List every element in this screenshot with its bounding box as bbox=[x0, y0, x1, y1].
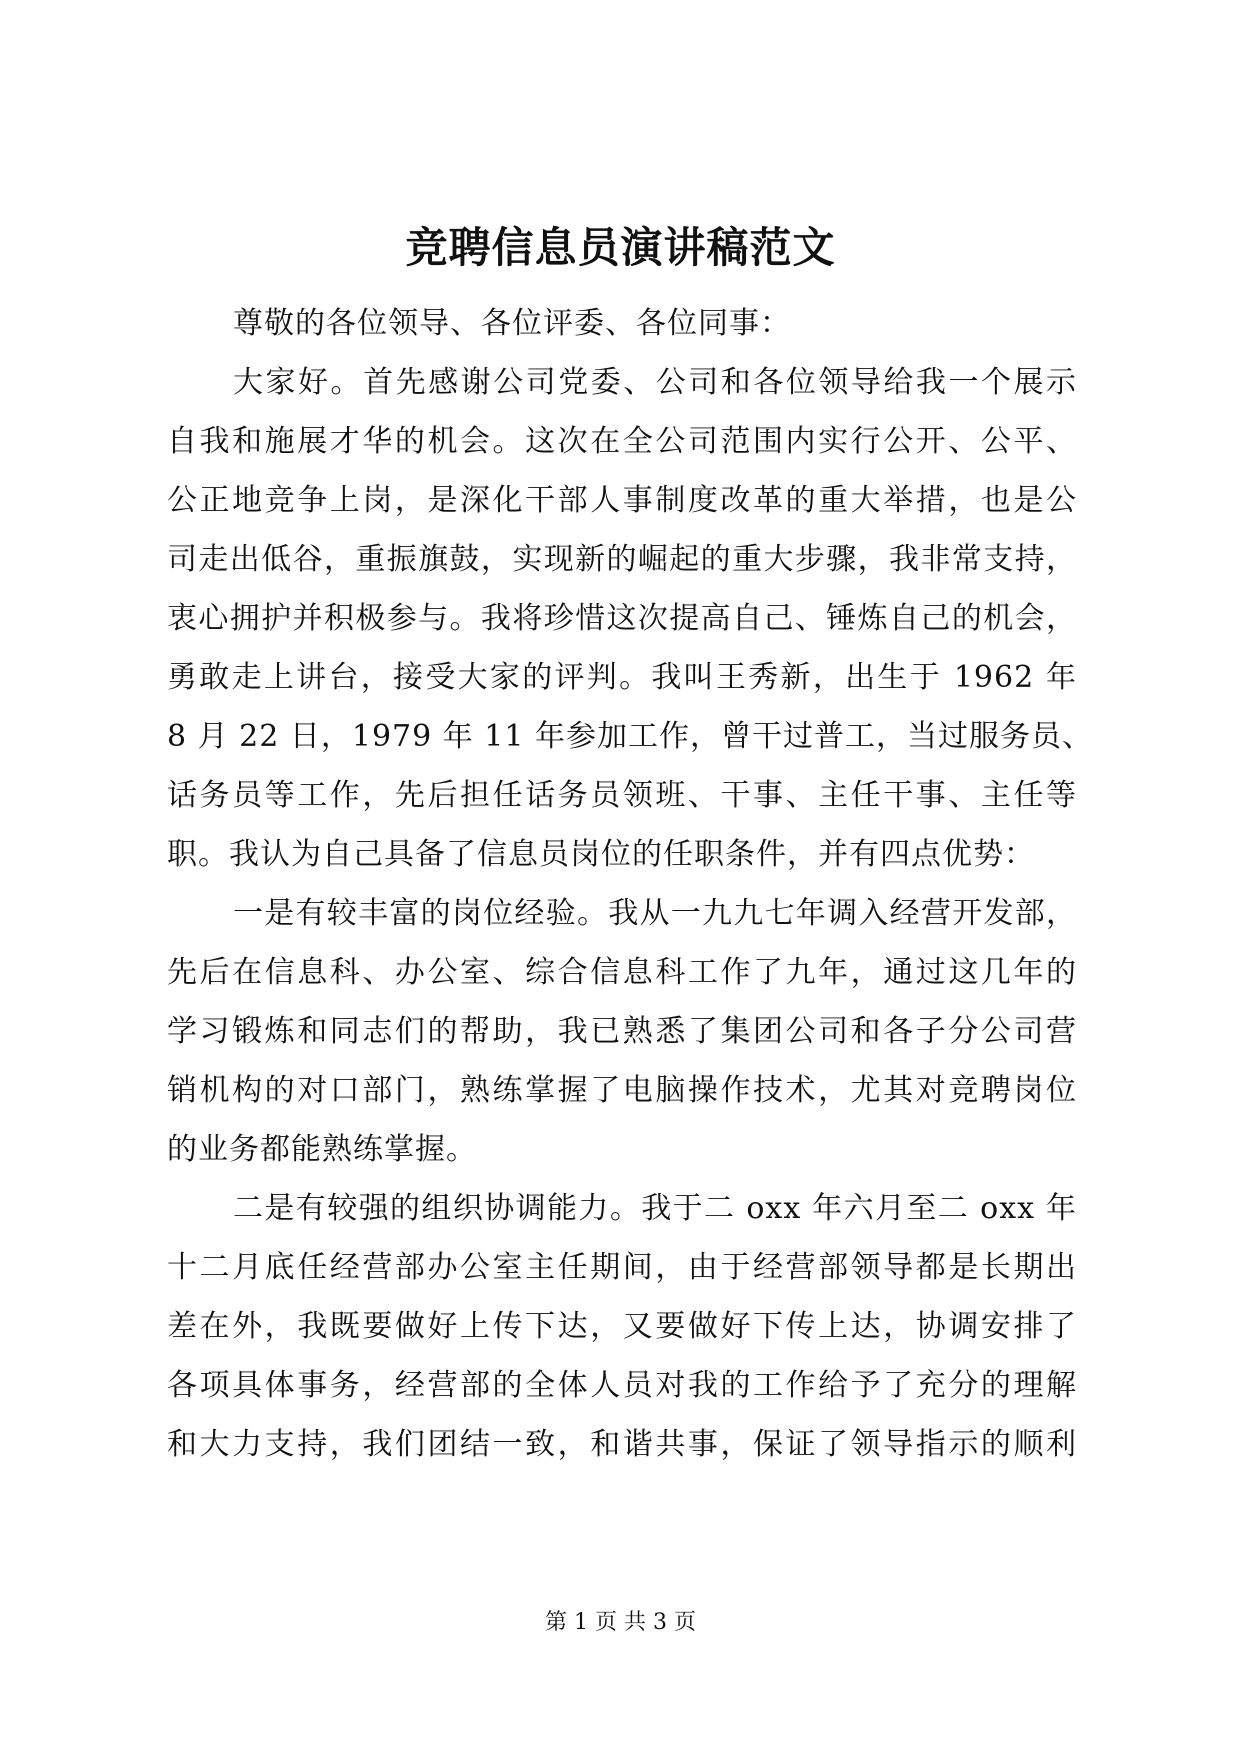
body-line: 勇敢走上讲台，接受大家的评判。我叫王秀新，出生于 1962 年 bbox=[167, 660, 1077, 695]
document-body bbox=[167, 294, 1093, 1474]
body-line: 的业务都能熟练掌握。 bbox=[167, 1132, 477, 1167]
body-line: 公正地竞争上岗，是深化干部人事制度改革的重大举措，也是公 bbox=[167, 483, 1077, 518]
body-line: 司走出低谷，重振旗鼓，实现新的崛起的重大步骤，我非常支持， bbox=[167, 542, 1077, 577]
body-line: 学习锻炼和同志们的帮助，我已熟悉了集团公司和各子分公司营 bbox=[167, 1014, 1077, 1049]
body-line: 衷心拥护并积极参与。我将珍惜这次提高自己、锤炼自己的机会， bbox=[167, 601, 1077, 636]
body-line: 8 月 22 日，1979 年 11 年参加工作，曾干过普工，当过服务员、 bbox=[167, 719, 1093, 754]
body-line: 一是有较丰富的岗位经验。我从一九九七年调入经营开发部， bbox=[233, 896, 1077, 931]
body-line: 二是有较强的组织协调能力。我于二 oxx 年六月至二 oxx 年 bbox=[233, 1191, 1077, 1226]
body-line: 自我和施展才华的机会。这次在全公司范围内实行公开、公平、 bbox=[167, 424, 1077, 459]
page-footer bbox=[0, 1608, 1241, 1638]
body-line: 职。我认为自己具备了信息员岗位的任职条件，并有四点优势： bbox=[167, 837, 1035, 872]
body-line: 各项具体事务，经营部的全体人员对我的工作给予了充分的理解 bbox=[167, 1368, 1077, 1403]
document-title: 竞聘信息员演讲稿范文 bbox=[405, 223, 836, 272]
body-line: 和大力支持，我们团结一致，和谐共事，保证了领导指示的顺利 bbox=[167, 1427, 1077, 1462]
body-line: 差在外，我既要做好上传下达，又要做好下传上达，协调安排了 bbox=[167, 1309, 1077, 1344]
body-line: 尊敬的各位领导、各位评委、各位同事： bbox=[233, 306, 791, 341]
body-line: 先后在信息科、办公室、综合信息科工作了九年，通过这几年的 bbox=[167, 955, 1077, 990]
body-line: 销机构的对口部门，熟练掌握了电脑操作技术，尤其对竞聘岗位 bbox=[167, 1073, 1077, 1108]
body-line: 大家好。首先感谢公司党委、公司和各位领导给我一个展示 bbox=[233, 365, 1077, 400]
body-line: 十二月底任经营部办公室主任期间，由于经营部领导都是长期出 bbox=[167, 1250, 1077, 1285]
page-number-label: 第 1 页 共 3 页 bbox=[545, 1610, 696, 1635]
body-line: 话务员等工作，先后担任话务员领班、干事、主任干事、主任等 bbox=[167, 778, 1077, 813]
